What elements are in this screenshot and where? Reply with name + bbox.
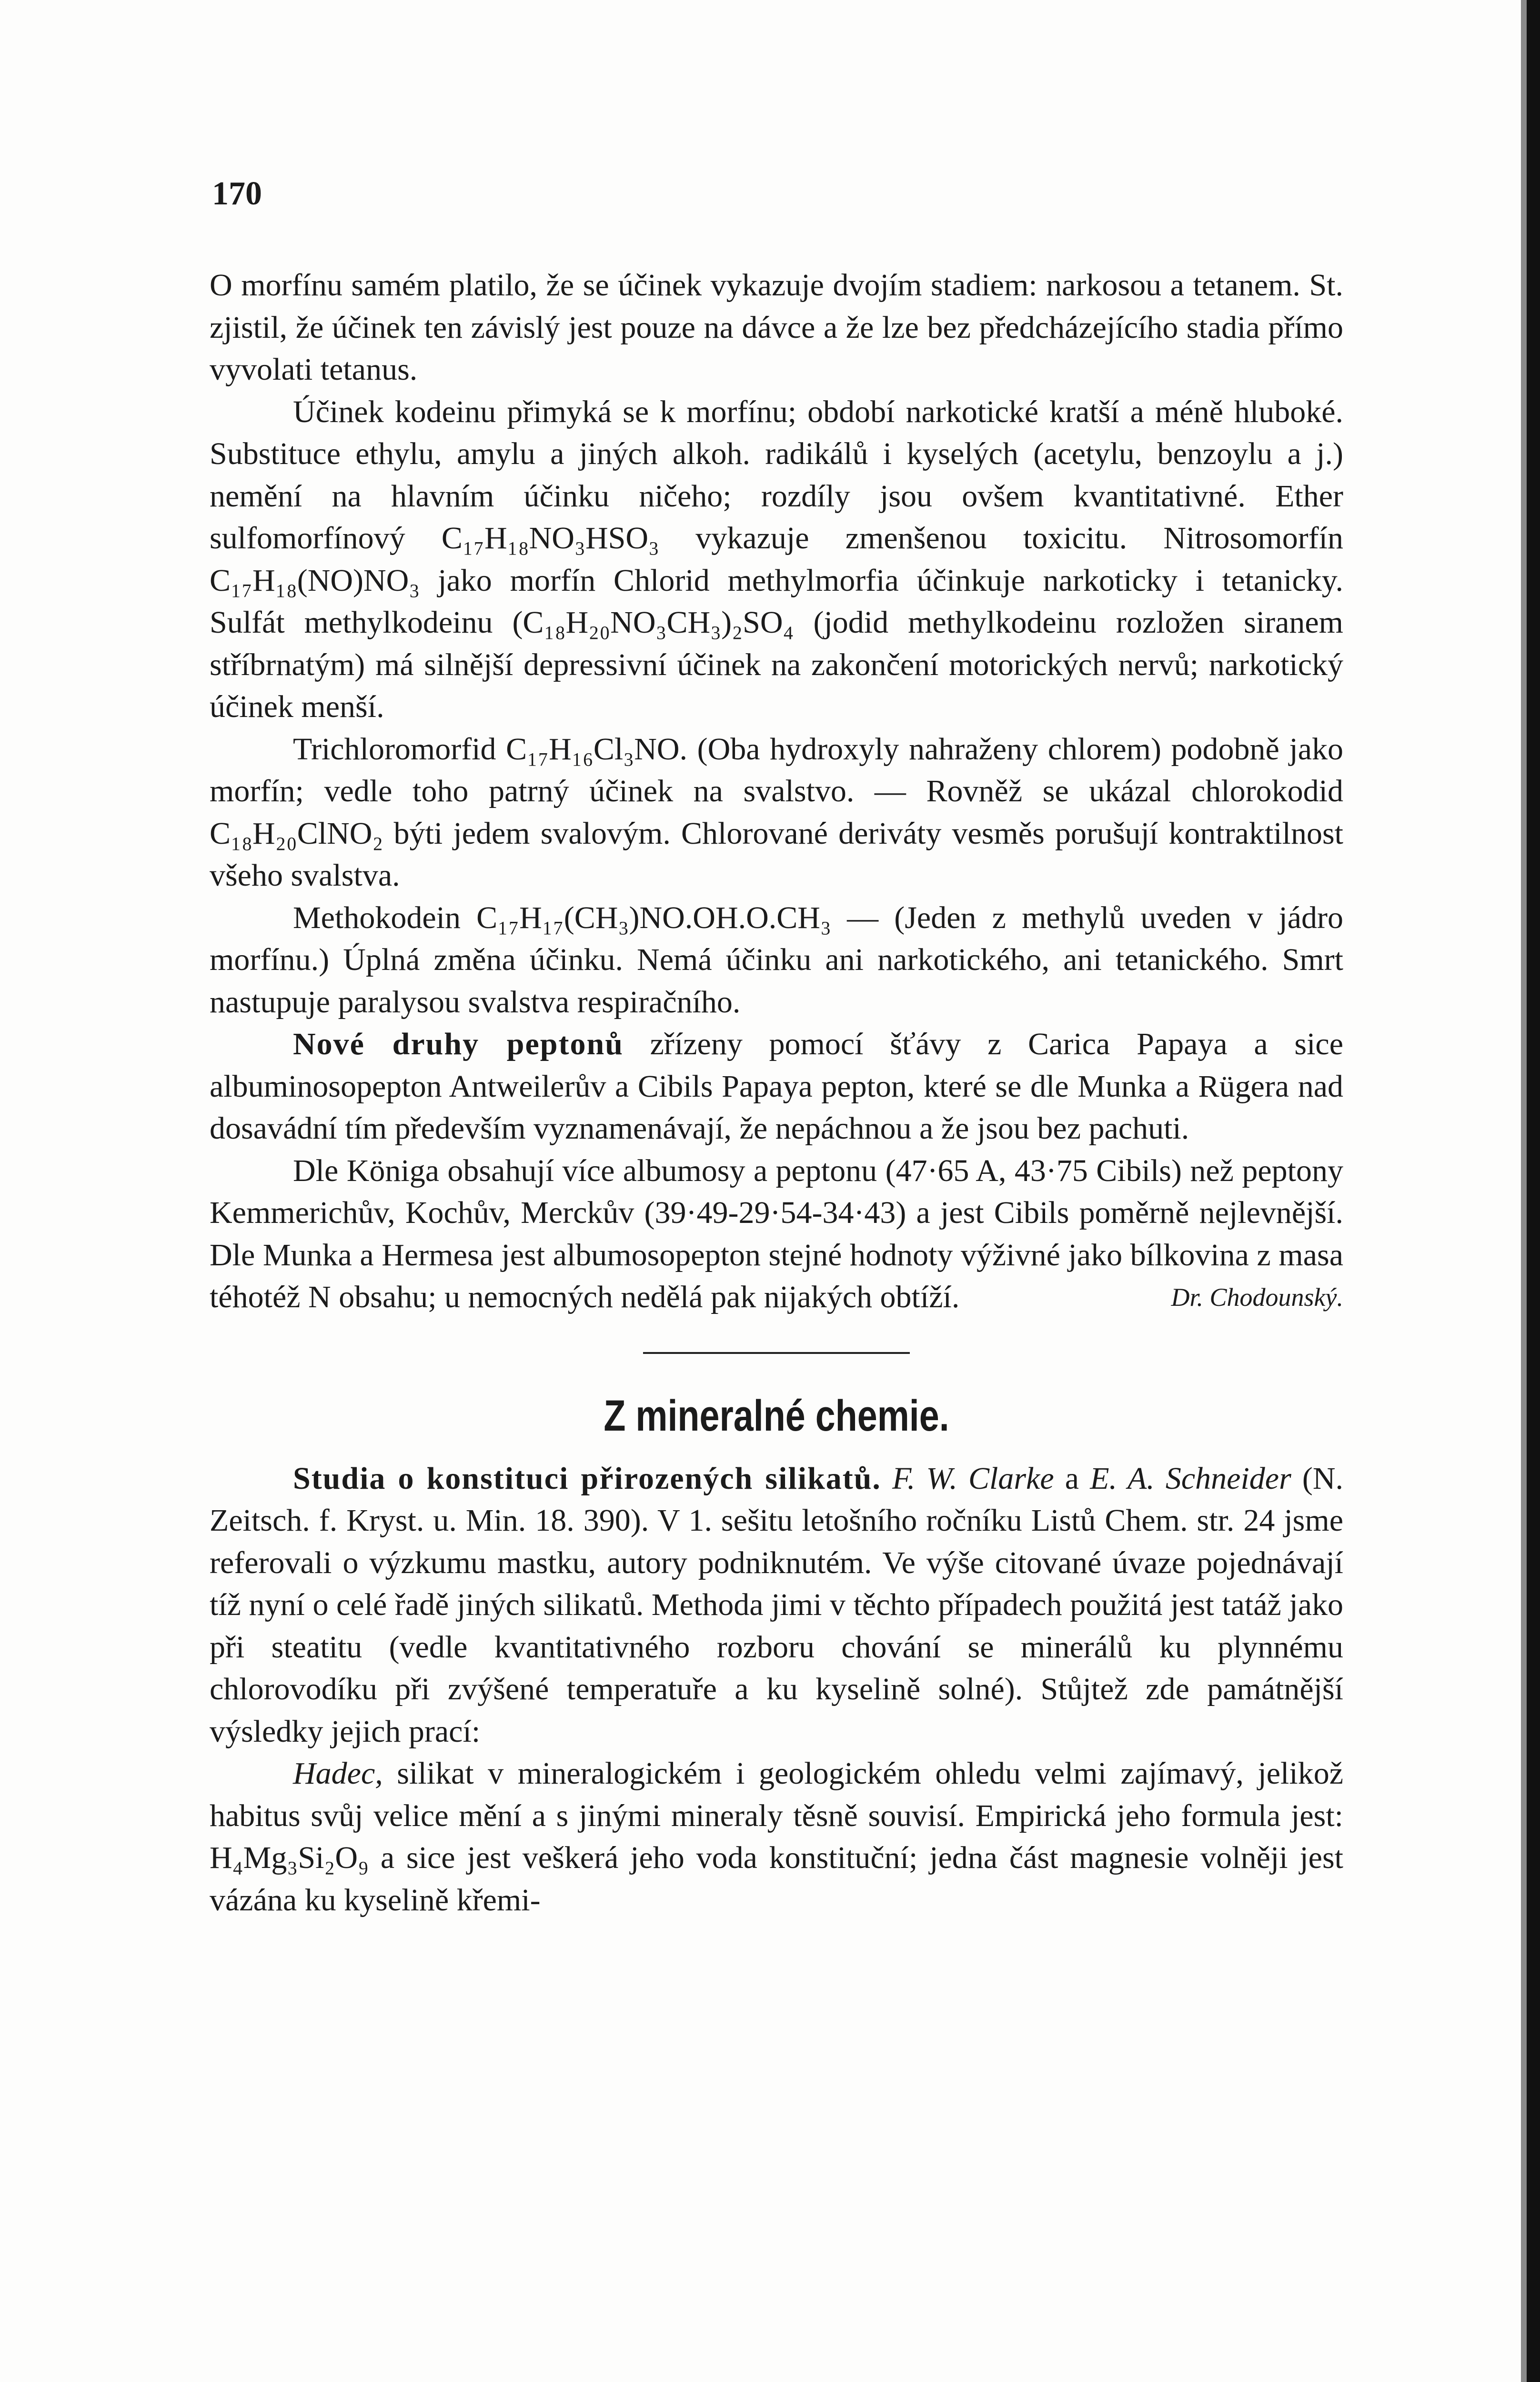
paragraph-trichloromorphide: Trichloromorfid C₁₇H₁₆Cl₃NO. (Oba hydroxyly nahraženy chlorem) podobně jako morfín; vedle toho patrný účinek na svalstvo. — Rovněž se ukázal chlorokodid C₁₈H₂₀ClNO₂ býti jedem svalovým. Chlorované deriváty vesměs porušují kontraktilnost všeho svalstva. [210,731,1343,893]
page-edge-shadow [1521,0,1527,2382]
page-edge [1527,0,1540,2382]
section-title: Z mineralné chemie. [604,1391,949,1440]
paragraph-silicates [210,1458,1343,1753]
page-body [210,264,1343,1921]
page-number: 170 [212,175,262,212]
paragraph-hadec [210,1753,1343,1921]
konig-text: Dle Königa obsahují více albumosy a peptonu (47·65 A, 43·75 Cibils) než peptony Kemmerichův, Kochův, Merckův (39·49-29·54-34·43) a jest Cibils poměrně nejlevnější. Dle Munka a Hermesa jest albumosopepton stejné hodnoty výživné jako bílkovina z masa téhotéž N obsahu; u nemocných nedělá pak nijakých obtíží. [210,1153,1343,1314]
silicates-text: (N. Zeitsch. f. Kryst. u. Min. 18. 390). V 1. sešitu letošního ročníku Listů Chem. str. 24 jsme referovali o výzkumu mastku, autory podniknutém. Ve výše citované úvaze pojednávají tíž nyní o celé řadě jiných silikatů. Methoda jimi v těchto případech použitá jest tatáž jako při steatitu (vedle kvantitativného rozboru chování se minerálů ku plynnému chlorovodíku při zvýšené temperatuře a ku kyselině solné). Stůjtež zde památnější výsledky jejich prací: [210,1461,1344,1749]
silicates-heading: Studia o konstituci přirozených silikatů. [293,1461,881,1496]
paragraph-konig [210,1150,1343,1319]
peptones-text: zřízeny pomocí šťávy z Carica Papaya a sice albuminosopepton Antweilerův a Cibils Papaya pepton, které se dle Munka a Rügera nad dosavádní tím především vyznamenávají, že nepáchnou a že jsou bez pachuti. [210,1027,1343,1146]
authors-conjunction: a [1065,1461,1079,1496]
paragraph-methocodeine: Methokodein C₁₇H₁₇(CH₃)NO.OH.O.CH₃ — (Jeden z methylů uveden v jádro morfínu.) Úplná změna účinku. Nemá účinku ani narkotického, ani tetanického. Smrt nastupuje paralysou svalstva respiračního. [210,900,1343,1019]
peptones-heading: Nové druhy peptonů [293,1027,624,1061]
paragraph-morphine-stages: O morfínu samém platilo, že se účinek vykazuje dvojím stadiem: narkosou a tetanem. St. zjistil, že účinek ten závislý jest pouze na dávce a že lze bez předcházejícího stadia přímo vyvolati tetanus. [210,268,1343,387]
author-clarke: F. W. Clarke [892,1461,1054,1496]
paragraph-codeine: Účinek kodeinu přimyká se k morfínu; období narkotické kratší a méně hluboké. Substituce ethylu, amylu a jiných alkoh. radikálů i kyselých (acetylu, benzoylu a j.) nemění na hlavním účinku ničeho; rozdíly jsou ovšem kvantitativné. Ether sulfomorfínový C₁₇H₁₈NO₃HSO₃ vykazuje zmenšenou toxicitu. Nitrosomorfín C₁₇H₁₈(NO)NO₃ jako morfín Chlorid methylmorfia účinkuje narkoticky i tetanicky. Sulfát methylkodeinu (C₁₈H₂₀NO₃CH₃)₂SO₄ (jodid methylkodeinu rozložen siranem stříbrnatým) má silnější depressivní účinek na zakončení motorických nervů; narkotický účinek menší. [210,394,1343,724]
hadec-text: silikat v mineralogickém i geologickém ohledu velmi zajímavý, jelikož habitus svůj velice mění a s jinými mineraly těsně souvisí. Empirická jeho formula jest: H₄Mg₃Si₂O₉ a sice jest veškerá jeho voda konstituční; jedna část magnesie volněji jest vázána ku kyselině křemi- [210,1756,1343,1918]
author-schneider: E. A. Schneider [1090,1461,1291,1496]
section-divider [643,1352,910,1354]
paragraph-peptones [210,1023,1343,1150]
hadec-term: Hadec, [293,1756,383,1791]
author-signature: Dr. Chodounský. [1171,1283,1343,1312]
